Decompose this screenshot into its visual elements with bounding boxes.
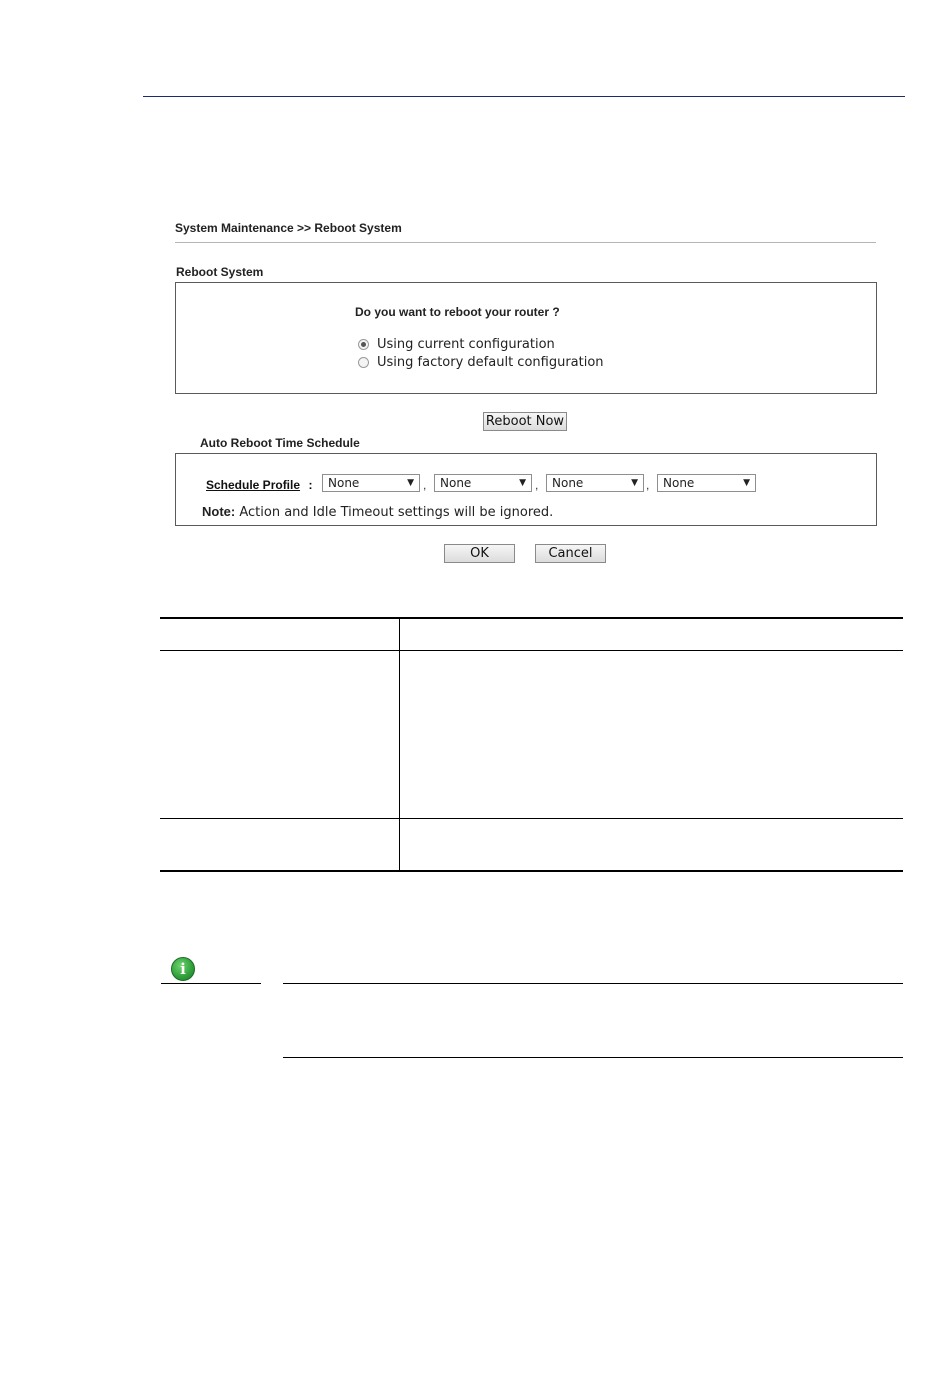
profile-separator: , — [423, 478, 427, 492]
info-bottom-rule — [283, 1057, 903, 1058]
chevron-down-icon: ▼ — [407, 478, 414, 488]
table-bottom-border — [160, 870, 903, 872]
reboot-question: Do you want to reboot your router ? — [355, 305, 560, 319]
schedule-profile-select-1[interactable] — [322, 474, 420, 492]
info-label-rule — [161, 983, 261, 984]
schedule-section-title: Auto Reboot Time Schedule — [200, 436, 360, 450]
info-top-rule — [283, 983, 903, 984]
breadcrumb-divider — [175, 242, 876, 243]
schedule-profile-select-2[interactable] — [434, 474, 532, 492]
schedule-profile-select-3-value: None — [552, 476, 584, 490]
chevron-down-icon: ▼ — [519, 478, 526, 488]
table-top-border — [160, 617, 903, 619]
radio-factory-default[interactable] — [358, 355, 604, 370]
schedule-profile-select-4[interactable] — [657, 474, 756, 492]
table-column-divider — [399, 618, 400, 871]
info-icon-glyph: i — [180, 960, 186, 978]
schedule-profile-select-2-value: None — [440, 476, 472, 490]
radio-current-config-label: Using current configuration — [377, 337, 555, 352]
reboot-now-button[interactable]: Reboot Now — [483, 412, 567, 431]
note-label: Note: — [202, 504, 236, 519]
schedule-profile-label[interactable]: Schedule Profile — [206, 478, 301, 492]
table-header-divider — [160, 650, 903, 651]
chevron-down-icon: ▼ — [631, 478, 638, 488]
schedule-note — [202, 504, 553, 520]
schedule-profile-label-group — [206, 476, 312, 494]
radio-current-config[interactable] — [358, 337, 555, 352]
reboot-section-title: Reboot System — [176, 265, 264, 279]
schedule-profile-select-4-value: None — [663, 476, 695, 490]
info-icon — [171, 957, 195, 981]
table-row-divider — [160, 818, 903, 819]
radio-factory-default-label: Using factory default configuration — [377, 355, 604, 370]
radio-factory-default-button[interactable] — [358, 357, 369, 368]
profile-separator: , — [535, 478, 539, 492]
profile-separator: , — [646, 478, 650, 492]
schedule-profile-select-1-value: None — [328, 476, 360, 490]
note-text: Action and Idle Timeout settings will be ignored. — [235, 505, 554, 520]
chevron-down-icon: ▼ — [743, 478, 750, 488]
radio-current-config-button[interactable] — [358, 339, 369, 350]
schedule-profile-select-3[interactable] — [546, 474, 644, 492]
schedule-profile-colon: : — [308, 478, 313, 492]
ok-button[interactable]: OK — [444, 544, 515, 563]
page-header-rule — [143, 96, 905, 97]
cancel-button[interactable]: Cancel — [535, 544, 606, 563]
breadcrumb: System Maintenance >> Reboot System — [175, 221, 402, 235]
